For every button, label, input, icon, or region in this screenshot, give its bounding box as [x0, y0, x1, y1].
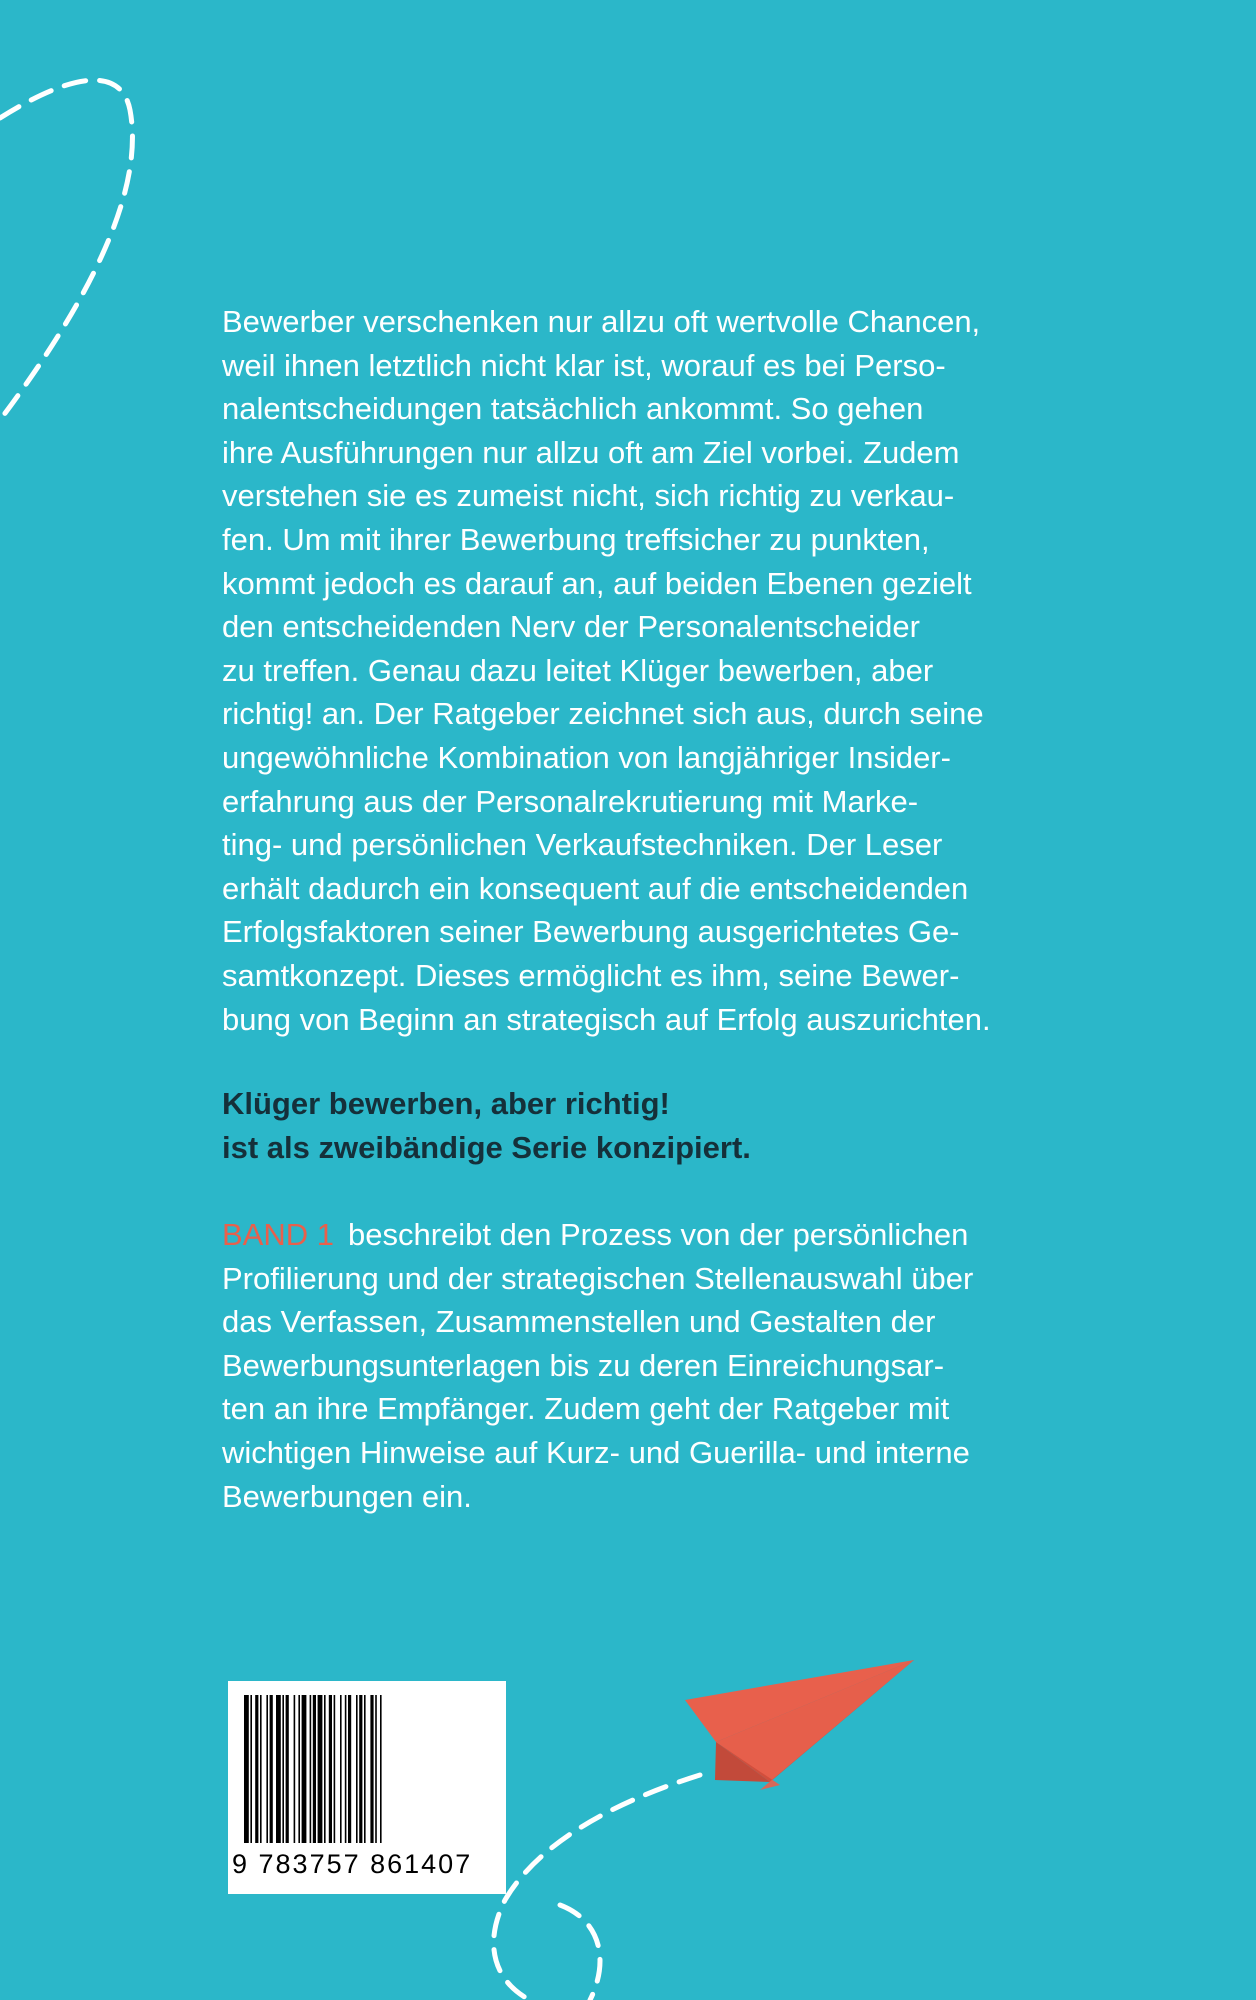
band-description: [222, 1213, 1042, 1518]
barcode-bar: [364, 1695, 366, 1843]
barcode-bar: [260, 1695, 262, 1843]
description-line: ting- und persönlichen Verkaufstechniken. Der Leser: [222, 827, 943, 863]
barcode-bar: [244, 1695, 249, 1843]
band-line: Profilierung und der strategischen Stellenauswahl über: [222, 1260, 974, 1296]
band-line: Bewerbungsunterlagen bis zu deren Einreichungsar-: [222, 1347, 945, 1383]
barcode-bar: [334, 1695, 336, 1843]
barcode-bar: [298, 1695, 300, 1843]
barcode-bar: [359, 1695, 362, 1843]
dashed-flight-path-bottom-tail: [560, 1905, 600, 2000]
dashed-flight-path-bottom: [494, 1775, 700, 2000]
description-line: richtig! an. Der Ratgeber zeichnet sich aus, durch seine: [222, 696, 984, 732]
barcode-bar: [356, 1695, 358, 1843]
tagline-line-2: ist als zweibändige Serie konzipiert.: [222, 1129, 751, 1165]
barcode-bar: [270, 1695, 273, 1843]
description-line: ihre Ausführungen nur allzu oft am Ziel vorbei. Zudem: [222, 434, 960, 470]
description-line: verstehen sie es zumeist nicht, sich richtig zu verkau-: [222, 478, 955, 514]
barcode-bar: [286, 1695, 289, 1843]
barcode-bar: [255, 1695, 258, 1843]
band-line: ten an ihre Empfänger. Zudem geht der Ratgeber mit: [222, 1391, 950, 1427]
barcode-bar: [340, 1695, 342, 1843]
barcode-bar: [318, 1695, 323, 1843]
description-line: Bewerber verschenken nur allzu oft wertvolle Chancen,: [222, 304, 981, 339]
barcode-bars: [242, 1695, 492, 1843]
description-line: den entscheidenden Nerv der Personalentscheider: [222, 609, 920, 645]
band-first-line-text: beschreibt den Prozess von der persönlichen: [347, 1217, 969, 1252]
description-line: kommt jedoch es darauf an, auf beiden Ebenen gezielt: [222, 565, 972, 601]
series-tagline: [222, 1082, 1042, 1169]
barcode-bar: [302, 1695, 307, 1843]
barcode: [228, 1681, 506, 1894]
barcode-bar: [329, 1695, 332, 1843]
band-label: BAND 1: [222, 1217, 334, 1252]
barcode-bar: [345, 1695, 347, 1843]
band-line: das Verfassen, Zusammenstellen und Gestalten der: [222, 1304, 936, 1340]
barcode-bar: [324, 1695, 326, 1843]
dashed-flight-path-top: [0, 80, 132, 420]
barcode-bar: [294, 1695, 296, 1843]
description-line: fen. Um mit ihrer Bewerbung treffsicher zu punkten,: [222, 521, 930, 557]
band-line: Bewerbungen ein.: [222, 1478, 472, 1514]
barcode-bar: [282, 1695, 284, 1843]
barcode-bar: [310, 1695, 312, 1843]
description-line: ungewöhnliche Kombination von langjähriger Insider-: [222, 739, 951, 775]
band-first-line: [222, 1213, 1042, 1257]
barcode-bar: [313, 1695, 316, 1843]
description-line: bung von Beginn an strategisch auf Erfolg auszurichten.: [222, 1001, 991, 1037]
description-line: samtkonzept. Dieses ermöglicht es ihm, seine Bewer-: [222, 957, 960, 993]
band-line: wichtigen Hinweise auf Kurz- und Guerilla- und interne: [222, 1434, 970, 1470]
description-line: erhält dadurch ein konsequent auf die entscheidenden: [222, 870, 969, 906]
barcode-bar: [348, 1695, 351, 1843]
description-line: zu treffen. Genau dazu leitet Klüger bewerben, aber: [222, 652, 934, 688]
isbn-number: 9 783757 861407: [232, 1849, 473, 1879]
description-line: Erfolgsfaktoren seiner Bewerbung ausgerichtetes Ge-: [222, 914, 960, 950]
barcode-bar: [370, 1695, 373, 1843]
barcode-bar: [266, 1695, 268, 1843]
description-line: erfahrung aus der Personalrekrutierung mit Marke-: [222, 783, 919, 819]
barcode-bar: [375, 1695, 377, 1843]
paper-plane-icon: [685, 1660, 914, 1790]
description-line: nalentscheidungen tatsächlich ankommt. So gehen: [222, 391, 924, 427]
tagline-line-1: Klüger bewerben, aber richtig!: [222, 1086, 670, 1121]
description-line: weil ihnen letztlich nicht klar ist, worauf es bei Perso-: [222, 347, 946, 383]
band-text-lines: [222, 1257, 1042, 1519]
description-text: [222, 300, 1042, 1041]
barcode-bar: [276, 1695, 281, 1843]
barcode-bar: [250, 1695, 252, 1843]
barcode-bar: [380, 1695, 382, 1843]
